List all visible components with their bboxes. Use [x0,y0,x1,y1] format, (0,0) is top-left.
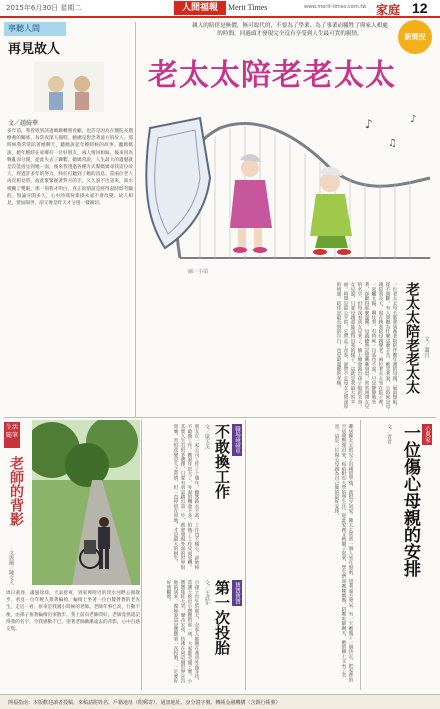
column-tag: 寶寶寶寶 [234,582,240,604]
article-body: 朋友在一家公司工作了十幾年，雖然薪水不高，工作也不順心，卻始終不敢換工作。她說年紀大了，外面的機會不多，怕換了工作反而更糟。其實人生有很多選擇，只要有勇氣踏出第一步，就會發現外面的世界很寬廣。害怕改變是人之常情，但一直停留在原地，才是最大的損失。 [173,424,199,570]
website-url[interactable]: www.merit-times.com.tw [304,4,367,10]
mother-column-title [364,420,436,690]
article-title: 老師的背影 [8,456,24,526]
harp-illustration [140,98,440,276]
svg-text:♫: ♫ [388,138,397,149]
article-body: 小孫子出生的那天，全家人都圍在產房外面等待。當護士抱出小寶寶的那一刻，大家都笑開了懷。小寶寶哇哇大哭，聲音宏亮，彷彿在向這個世界宣告他的到來。媳婦說這是寶寶第一次投胎，一定要好好照顧他。 [166,580,199,684]
article-body: 鄰居陳太太的兒子出國留學後，就很少回家。陳太太常常一個人坐在窗前，望著遠方發呆。有一天她做了一個決定，把家裡的空房間整理出來，租給附近大學的學生住。從此家裡又熱鬧了起來，學生們叫她陳媽媽，陪她吃飯聊天，她的臉上又有了笑容。這是一位傷心母親為自己做的最好安排。 [334,424,353,682]
article-author: 文／王武年 [204,580,210,605]
svg-text:♪: ♪ [365,117,373,131]
page-footer: 開福指南：本版歡迎讀者投稿，來稿請附姓名、戶籍地址（附郵寄）、通訊地址、身分證字號、轉帳金融機構（含銀行帳號） [0,694,440,709]
column-tag: 職場碰碰車 [234,426,240,454]
article-author: 文／青青 [386,424,392,444]
article-author: 文與圖／陳文人 [8,550,14,585]
feature-headline: 老太太陪老老太太 [148,58,396,93]
photo-article [4,420,142,690]
column-tag: 心與家 [424,426,430,443]
feature-author: 文／蕭月 [423,336,429,358]
brand-name: Merit Times [228,3,268,12]
newspaper-logo: 人間福報 [174,1,226,15]
svg-text:♪: ♪ [410,114,417,125]
column-tag: 生活隨筆 [4,422,20,448]
issue-date: 2015年6月30日 星期二 [6,4,82,12]
park-photo [32,420,140,585]
article-body: 周日黃昏，滿風徐徐，天氣舒爽，到家裡附近的淡水河畔公園散步，看見一位年輕人推著輪椅，輪椅上坐著一位白髮蒼蒼的老先生。走近一看，原來是我國小時候的老師。老師年事已高，行動不便，由孫子推著輪椅出來散步。我上前向老師問好，老師竟然還記得我的名字，令我感動不已。望著老師漸漸遠去的背影，心中百感交集。 [6,591,140,633]
article-body: 多年前，我曾經到該過媽媽轉照看顧，也許是因為在醫院長期療養的關係，每當夜深人靜時，她總是想念著遠方的故人。那時候我常常陪著她聊天，聽她說起年輕時候的故事。聽媽媽說，她年輕時在家鄉有一位好朋友，兩人情同姐妹，後來因為戰亂而分開，從此失去了聯繫。媽媽常說，人生最大的遺憾就是沒能再見到她一面。後來我透過各種方式幫媽媽尋找這位故人，經過許多年的努力，終於打聽到了她的消息。當兩位老人再次相見時，彼此緊緊握著對方的手，久久說不出話來，淚水模糊了雙眼。那一刻我才明白，真正的情誼是經得起時間考驗的，無論分開多久，心中的那份牽掛永遠不會改變。故人相見，恍如隔世，卻又像是昨天才分別一樣親切。 [7,129,133,207]
article-title: 一位傷心母親的安排 [400,424,420,577]
page-header [0,0,440,18]
column-tag: 寧聽人間 [4,22,66,36]
article-author: 文／梁玉美 [204,424,210,449]
article-title: 第一次投胎 [213,580,231,655]
article-title: 不敢換工作 [213,424,231,499]
mother-column [250,420,358,690]
section-name: 家庭 [376,3,401,17]
article-title: 再見故人 [8,42,61,57]
page-number: 12 [412,0,428,16]
left-article [4,22,136,417]
feature-intro: 親人的陪伴是無價，無可取代的，不要為了學業、為了事業而犧牲了與家人相處的時間，回過頭才發現完全沒有享受到人生最可貴的親情。 [192,23,388,37]
illustration-credit: 圖／小瑞 [188,269,209,275]
workplace-column [146,420,244,690]
feature-badge: 新情況 [398,20,432,54]
decor-illustration [34,62,104,112]
feature-title: 老太太陪老老太太 [404,282,420,394]
feature-body: 一位老太太每天都會到養老院陪伴她年邁的母親，風雨無阻，從不間斷。有人問她為什麼這麼辛苦，她笑著說，小時候是母親陪我長大，現在換我陪母親變老。兩位老太太坐在院子裡，一起曬太陽、聊往事，有時候一句話也不說，只是靜靜地坐著，卻顯得那麼溫馨。母親雖然記憶漸漸衰退，常常叫錯女兒的名字，但每次看到女兒來了，臉上總會露出孩子般的笑容。女兒說，只要母親還能認得出我的樣子，這就是我最大的幸福。時間是最公平的，它帶走了青春，卻帶不走母女之間深厚的情感。陪伴是最長情的告白，也是最溫暖的孝順。 [336,282,397,409]
article-author: 文／趙綺華 [8,120,39,127]
